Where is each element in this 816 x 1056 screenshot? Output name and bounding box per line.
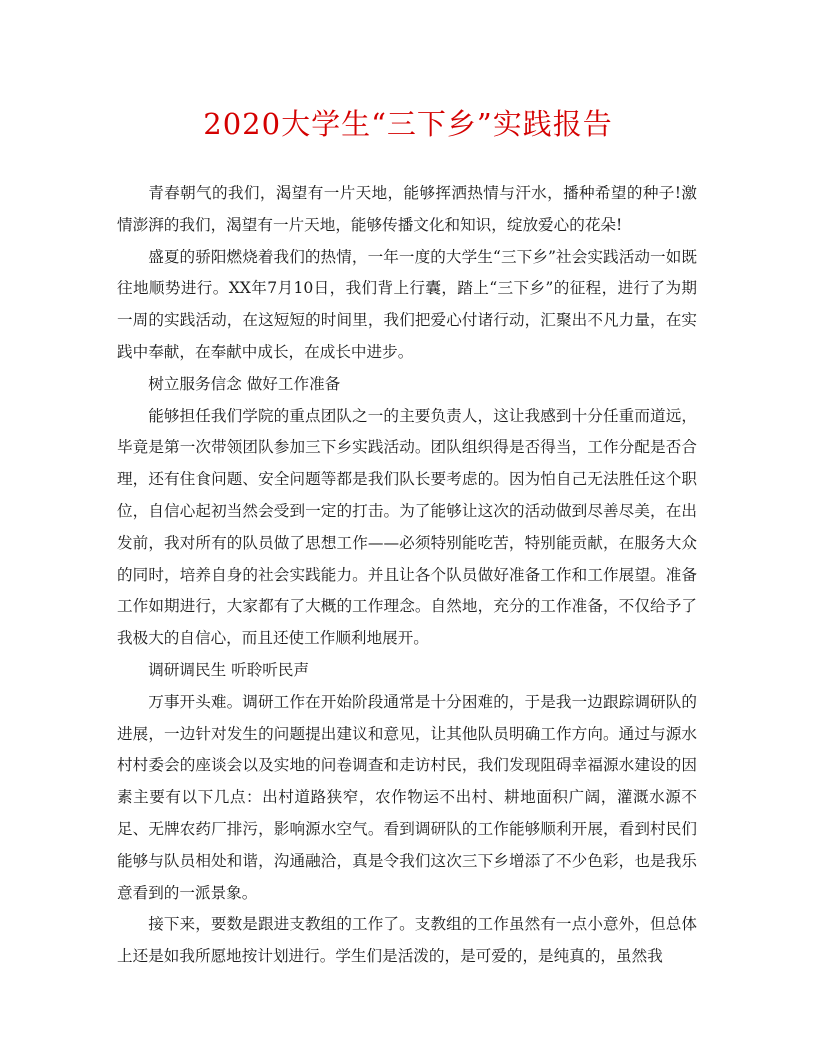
document-body bbox=[117, 178, 697, 973]
paragraph: 盛夏的骄阳燃烧着我们的热情，一年一度的大学生“三下乡”社会实践活动一如既往地顺势进行。XX年7月10日，我们背上行囊，踏上“三下乡”的征程，进行了为期一周的实践活动，在这短短的时间里，我们把爱心付诸行动，汇聚出不凡力量，在实践中奉献，在奉献中成长，在成长中进步。 bbox=[117, 247, 697, 361]
paragraph: 能够担任我们学院的重点团队之一的主要负责人，这让我感到十分任重而道远，毕竟是第一次带领团队参加三下乡实践活动。团队组织得是否得当，工作分配是否合理，还有住食问题、安全问题等都是我们队长要考虑的。因为怕自己无法胜任这个职位，自信心起初当然会受到一定的打击。为了能够让这次的活动做到尽善尽美，在出发前，我对所有的队员做了思想工作——必须特别能吃苦，特别能贡献，在服务大众的同时，培养自身的社会实践能力。并且让各个队员做好准备工作和工作展望。准备工作如期进行，大家都有了大概的工作理念。自然地，充分的工作准备，不仅给予了我极大的自信心，而且还使工作顺利地展开。 bbox=[117, 406, 697, 648]
section-heading: 树立服务信念 做好工作准备 bbox=[148, 374, 341, 393]
section-heading: 调研调民生 听聆听民声 bbox=[148, 660, 310, 679]
paragraph: 接下来，要数是跟进支教组的工作了。支教组的工作虽然有一点小意外，但总体上还是如我所愿地按计划进行。学生们是活泼的，是可爱的，是纯真的，虽然我 bbox=[117, 915, 697, 966]
paragraph: 万事开头难。调研工作在开始阶段通常是十分困难的，于是我一边跟踪调研队的进展，一边针对发生的问题提出建议和意见，让其他队员明确工作方向。通过与源水村村委会的座谈会以及实地的问卷调查和走访村民，我们发现阻碍幸福源水建设的因素主要有以下几点：出村道路狭窄，农作物运不出村、耕地面积广阔，灌溉水源不足、无牌农药厂排污，影响源水空气。看到调研队的工作能够顺利开展，看到村民们能够与队员相处和谐，沟通融洽，真是令我们这次三下乡增添了不少色彩，也是我乐意看到的一派景象。 bbox=[117, 692, 697, 902]
document-title: 2020大学生“三下乡”实践报告 bbox=[203, 107, 613, 141]
paragraph: 青春朝气的我们，渴望有一片天地，能够挥洒热情与汗水，播种希望的种子!激情澎湃的我们，渴望有一片天地，能够传播文化和知识，绽放爱心的花朵! bbox=[117, 184, 697, 234]
